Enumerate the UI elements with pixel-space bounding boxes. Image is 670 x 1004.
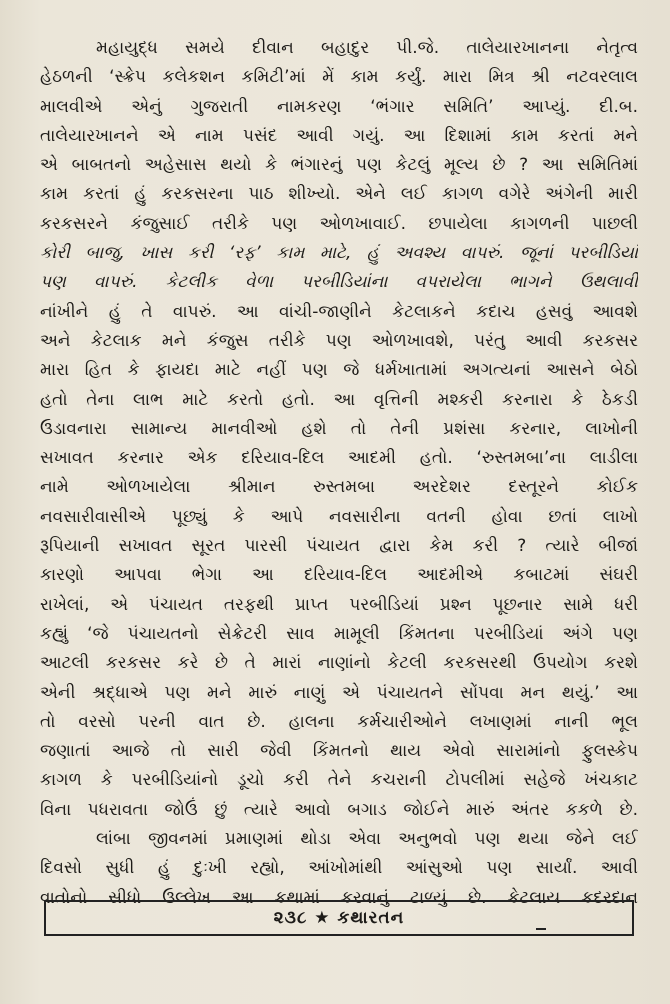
text-line: મહાયુદ્ધ સમયે દીવાન બહાદુર પી.જે. તાલેયારખાનના નેતૃત્વ <box>96 38 638 58</box>
page-footer <box>44 900 634 936</box>
text-line: ઉડાવનારા સામાન્ય માનવીઓ હશે તો તેની પ્રશંસા કરનાર, લાખોની <box>40 418 638 439</box>
text-line: વિના પધરાવતા જોઉં છું ત્યારે આવો બગાડ જોઈને મારું અંતર કકળે છે. <box>40 799 638 820</box>
text-line: નવસારીવાસીએ પૂછ્યું કે આપે નવસારીના વતની હોવા છતાં લાખો <box>40 506 638 527</box>
page-number: ૨૩૮ <box>273 908 308 928</box>
text-line: તો વરસો પરની વાત છે. હાલના કર્મચારીઓને લખાણમાં નાની ભૂલ <box>40 711 638 732</box>
text-line: રૂપિયાની સખાવત સૂરત પારસી પંચાયત દ્વારા કેમ કરી ? ત્યારે બીજાં <box>40 536 638 557</box>
text-line: કોરી બાજુ, ખાસ કરી ‘રફ’ કામ માટે, હું અવશ્ય વાપરું. જૂનાં પરબીડિયાં <box>40 243 638 264</box>
body-text <box>40 34 638 913</box>
text-line: અને કેટલાક મને કંજુસ તરીકે પણ ઓળખાવશે, પરંતુ આવી કરકસર <box>40 330 638 351</box>
text-line: રાખેલાં, એ પંચાયત તરફથી પ્રાપ્ત પરબીડિયાં પ્રશ્ન પૂછનાર સામે ધરી <box>40 594 638 615</box>
book-title: કથારતન <box>337 908 405 928</box>
text-line: હેઠળની ‘સ્ક્રેપ કલેકશન કમિટી’માં મેં કામ કર્યું. મારા મિત્ર શ્રી નટવરલાલ <box>40 67 638 88</box>
text-line: સખાવત કરનાર એક દરિયાવ-દિલ આદમી હતો. ‘રુસ્તમબા’ના લાડીલા <box>40 448 638 469</box>
text-line: એની શ્રદ્ધાએ પણ મને મારું નાણું એ પંચાયતને સોંપવા મન થયું.’ આ <box>40 682 638 703</box>
text-line: કામ કરતાં હું કરકસરના પાઠ શીખ્યો. એને લઈ કાગળ વગેરે અંગેની મારી <box>40 184 638 205</box>
text-line: હતો તેના લાભ માટે કરતો હતો. આ વૃત્તિની મશ્કરી કરનારા કે ઠેકડી <box>40 389 638 410</box>
text-line: પણ વાપરું. કેટલીક વેળા પરબીડિયાંના વપરાયેલા ભાગને ઉથલાવી <box>40 272 638 293</box>
text-line: જણાતાં આજે તો સારી જેવી કિંમતનો થાય એવો સારામાંનો ફુલસ્કેપ <box>40 741 638 762</box>
text-line: દિવસો સુધી હું દુઃખી રહ્યો, આંખોમાંથી આંસુઓ પણ સાર્યાં. આવી <box>40 858 638 879</box>
text-line: કરકસરને કંજુસાઈ તરીકે પણ ઓળખાવાઈ. છપાયેલા કાગળની પાછલી <box>40 213 638 234</box>
footer-mark <box>536 928 546 930</box>
text-line: નાંખીને હું તે વાપરું. આ વાંચી-જાણીને કેટલાકને કદાચ હસવું આવશે <box>40 301 638 322</box>
footer-label <box>274 908 405 928</box>
text-line: એ બાબતનો અહેસાસ થયો કે ભંગારનું પણ કેટલું મૂલ્ય છે ? આ સમિતિમાં <box>40 155 638 176</box>
text-line: આટલી કરકસર કરે છે તે મારાં નાણાંનો કેટલી કરકસરથી ઉપયોગ કરશે <box>40 653 638 674</box>
text-line: મારા હિત કે ફાયદા માટે નહીં પણ જે ધર્મખાતામાં અગત્યનાં આસને બેઠો <box>40 360 638 381</box>
star-separator-icon: ★ <box>314 908 331 928</box>
text-line: માલવીએ એનું ગુજરાતી નામકરણ ‘ભંગાર સમિતિ’ આપ્યું. દી.બ. <box>40 96 638 117</box>
text-line: કારણો આપવા ભેગા આ દરિયાવ-દિલ આદમીએ કબાટમાં સંઘરી <box>40 565 638 586</box>
text-line: કાગળ કે પરબીડિયાંનો ડૂચો કરી તેને કચરાની ટોપલીમાં સહેજે ખંચકાટ <box>40 770 638 791</box>
text-line: તાલેયારખાનને એ નામ પસંદ આવી ગયું. આ દિશામાં કામ કરતાં મને <box>40 125 638 146</box>
text-line: કહ્યું ‘જે પંચાયતનો સેક્રેટરી સાવ મામૂલી કિંમતના પરબીડિયાં અંગે પણ <box>40 623 638 644</box>
text-line: નામે ઓળખાયેલા શ્રીમાન રુસ્તમબા અરદેશર દસ્તૂરને કોઈક <box>40 477 638 498</box>
text-line: લાંબા જીવનમાં પ્રમાણમાં થોડા એવા અનુભવો પણ થયા જેને લઈ <box>96 829 638 850</box>
text-line: વાતોનો સીધો ઉલ્લેખ આ કથામાં કરવાનું ટાળ્યું છે. કેટલાય કદરદાન <box>40 887 638 908</box>
